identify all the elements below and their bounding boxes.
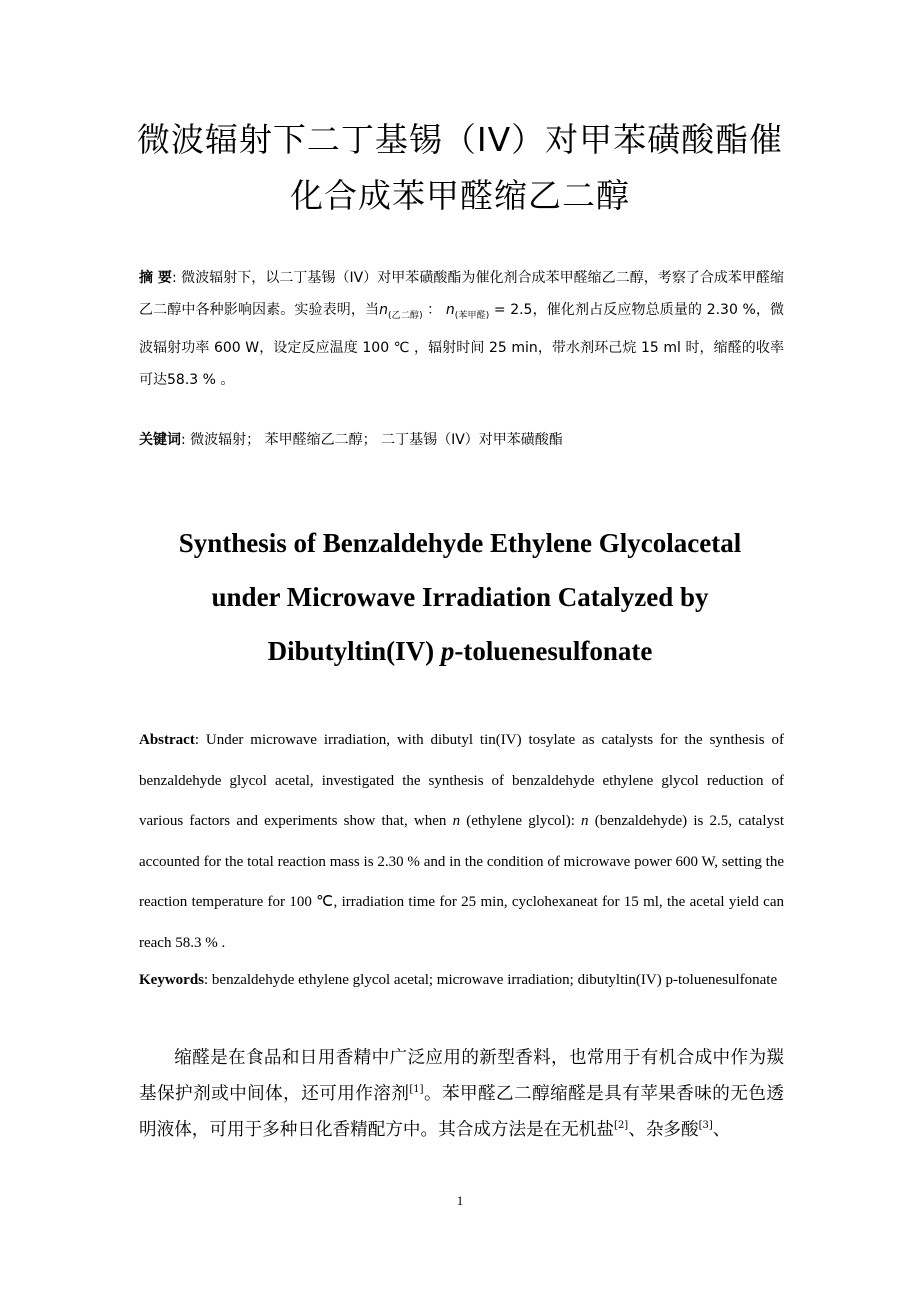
english-ratio-n-2: n xyxy=(581,813,589,829)
english-title xyxy=(110,516,810,678)
body-segment-2: 。苯甲醛乙二醇缩醛是具有苹果香味的无色透明液体，可用于多种日化香精配方中。其合成方法是在无机盐 xyxy=(139,1084,784,1140)
chinese-keywords xyxy=(139,425,784,455)
chinese-abstract-text-a: : 微波辐射下，以二丁基锡（IV）对甲苯磺酸酯为催化剂合成苯甲醛缩乙二醇，考察了合成苯甲醛缩乙二醇中各种影响因素。实验表明，当 xyxy=(139,270,785,318)
english-title-line-2: under Microwave Irradiation Catalyzed by xyxy=(211,582,709,612)
english-abstract-label: Abstract xyxy=(139,732,195,748)
english-ratio-n-1: n xyxy=(452,813,461,829)
body-segment-4: 、 xyxy=(712,1120,731,1140)
chinese-abstract-text-b: = 2.5，催化剂占反应物总质量的 2.30 %，微波辐射功率 600 W，设定反应温度 100 ℃ ，辐射时间 25 min，带水剂环己烷 15 ml 时，缩醛的收率可达58.3 % 。 xyxy=(139,302,785,388)
chinese-keywords-text: : 微波辐射； 苯甲醛缩乙二醇； 二丁基锡（IV）对甲苯磺酸酯 xyxy=(181,432,563,448)
body-segment-1: 缩醛是在食品和日用香精中广泛应用的新型香料，也常用于有机合成中作为羰基保护剂或中间体，还可用作溶剂 xyxy=(139,1048,784,1104)
body-paragraph xyxy=(139,1040,784,1148)
english-title-line-3-a: Dibutyltin(IV) xyxy=(267,636,441,666)
ratio-separator: ： xyxy=(422,302,446,318)
citation-3: [3] xyxy=(698,1120,713,1132)
chinese-abstract-label: 摘 要 xyxy=(139,270,172,286)
english-keywords-label: Keywords xyxy=(139,972,204,988)
citation-2: [2] xyxy=(614,1120,629,1132)
english-abstract-text-b: (ethylene glycol): xyxy=(460,813,582,829)
english-abstract-text-a: : Under microwave irradiation, with dibutyl tin(IV) tosylate as catalysts for the synthesis of benzaldehyde glycol acetal, investigated the synthesis of benzaldehyde ethylene glycol reduction of various factors and experiments show that, when xyxy=(139,732,784,829)
english-keywords-text: : benzaldehyde ethylene glycol acetal; microwave irradiation; dibutyltin(IV) p-toluenesulfonate xyxy=(204,972,778,988)
english-title-line-3 xyxy=(110,624,810,678)
english-abstract xyxy=(139,720,784,963)
chinese-title-line-1: 微波辐射下二丁基锡（IV）对甲苯磺酸酯催 xyxy=(136,120,784,159)
english-title-italic-p: p xyxy=(440,636,455,666)
ratio-n-ethylene-glycol: n xyxy=(379,302,389,318)
chinese-abstract xyxy=(139,262,784,396)
chinese-title-line-2: 化合成苯甲醛缩乙二醇 xyxy=(290,176,630,215)
ratio-sub-ethylene-glycol: (乙二醇) xyxy=(388,310,423,321)
english-title-line-3-b: -toluenesulfonate xyxy=(454,636,653,666)
chinese-keywords-label: 关键词 xyxy=(139,432,181,448)
english-abstract-text-c: (benzaldehyde) is 2.5, catalyst accounted for the total reaction mass is 2.30 % and in the condition of microwave power 600 W, setting the reaction temperature for 100 ℃, irradiation time for 25 min, cyclohexaneat for 15 ml, the acetal yield can reach 58.3 % . xyxy=(139,813,785,951)
body-segment-3: 、杂多酸 xyxy=(628,1120,699,1140)
page-number: 1 xyxy=(456,1193,464,1208)
english-title-line-1: Synthesis of Benzaldehyde Ethylene Glycolacetal xyxy=(178,528,742,558)
ratio-sub-benzaldehyde: (苯甲醛) xyxy=(454,310,490,321)
chinese-title xyxy=(100,112,820,224)
english-keywords xyxy=(139,960,784,1001)
ratio-n-benzaldehyde: n xyxy=(445,302,455,318)
citation-1: [1] xyxy=(409,1084,424,1096)
